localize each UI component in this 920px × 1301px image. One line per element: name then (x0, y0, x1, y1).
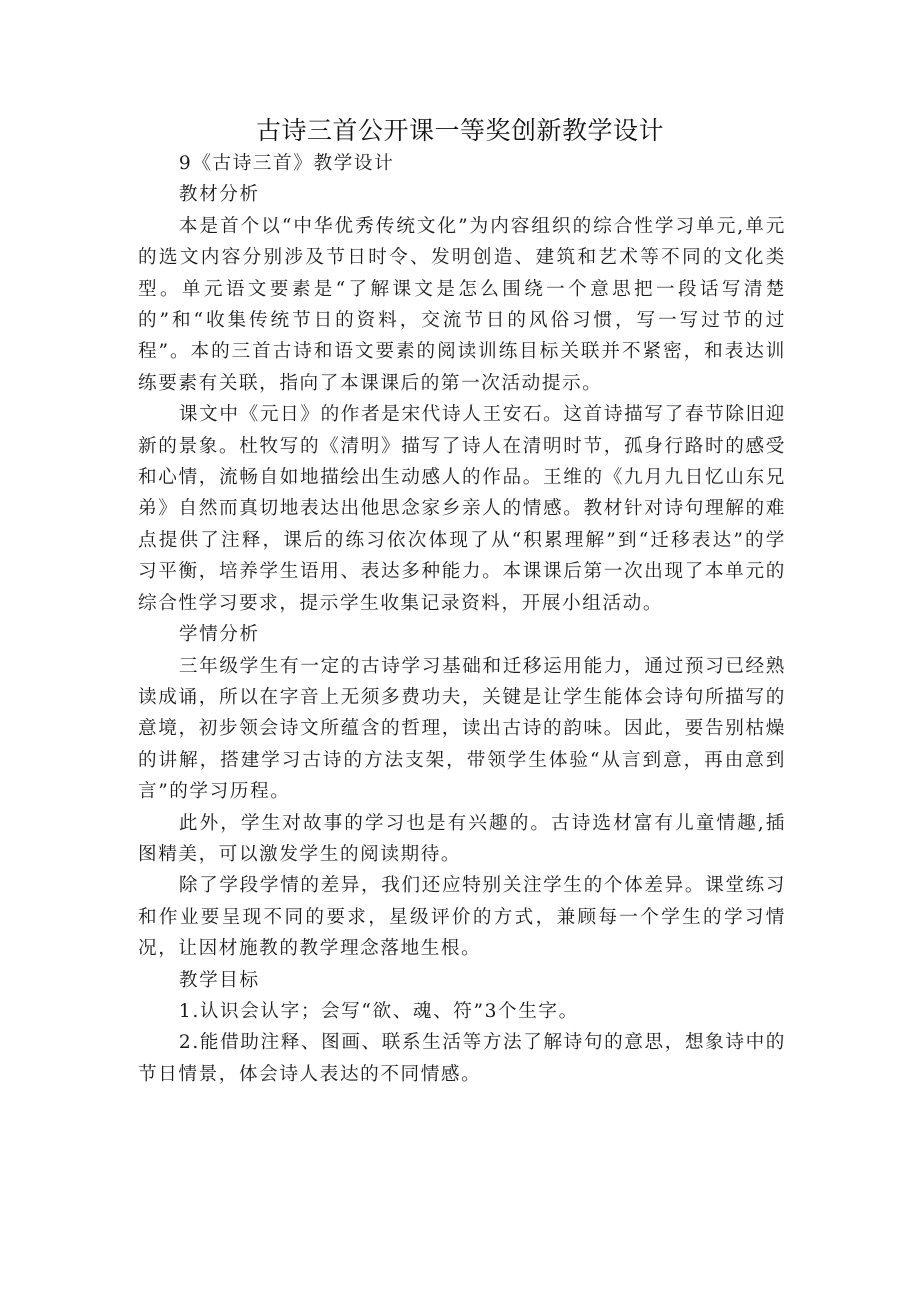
lesson-heading: 9《古诗三首》教学设计 (178, 153, 395, 174)
document-title: 古诗三首公开课一等奖创新教学设计 (255, 116, 664, 145)
section-heading-student-analysis: 学情分析 (178, 624, 260, 646)
goal-item-2: 2.能借助注释、图画、联系生活等方法了解诗句的意思，想象诗中的节日情景，体会诗人表达的不同情感。 (138, 1032, 786, 1085)
paragraph-poems-overview: 课文中《元日》的作者是宋代诗人王安石。这首诗描写了春节除旧迎新的景象。杜牧写的《清明》描写了诗人在清明时节，孤身行路时的感受和心情，流畅自如地描绘出生动感人的作品。王维的《九月九日忆山东兄弟》自然而真切地表达出他思念家乡亲人的情感。教材针对诗句理解的难点提供了注释，课后的练习依次体现了从“积累理解”到“迁移表达”的学习平衡，培养学生语用、表达多种能力。本课课后第一次出现了本单元的综合性学习要求，提示学生收集记录资料，开展小组活动。 (138, 404, 786, 614)
document-body (138, 148, 786, 1090)
paragraph-individual-differences: 除了学段学情的差异，我们还应特别关注学生的个体差异。课堂练习和作业要呈现不同的要求，星级评价的方式，兼顾每一个学生的学习情况，让因材施教的教学理念落地生根。 (138, 875, 786, 960)
paragraph-student-interest: 此外，学生对故事的学习也是有兴趣的。古诗选材富有儿童情趣,插图精美，可以激发学生的阅读期待。 (138, 812, 786, 865)
section-heading-teaching-goals: 教学目标 (178, 969, 260, 991)
section-heading-textbook-analysis: 教材分析 (178, 184, 260, 206)
paragraph-student-foundation: 三年级学生有一定的古诗学习基础和迁移运用能力，通过预习已经熟读成诵，所以在字音上无须多费功夫，关键是让学生能体会诗句所描写的意境，初步领会诗文所蕴含的哲理，读出古诗的韵味。因此，要告别枯燥的讲解，搭建学习古诗的方法支架，带领学生体验“从言到意，再由意到言”的学习历程。 (138, 655, 786, 803)
paragraph-unit-overview: 本是首个以“中华优秀传统文化”为内容组织的综合性学习单元,单元的选文内容分别涉及节日时令、发明创造、建筑和艺术等不同的文化类型。单元语文要素是“了解课文是怎么围绕一个意思把一段话写清楚的”和“收集传统节日的资料，交流节日的风俗习惯，写一写过节的过程”。本的三首古诗和语文要素的阅读训练目标关联并不紧密，和表达训练要素有关联，指向了本课课后的第一次活动提示。 (138, 215, 786, 394)
goal-item-1: 1.认识会认字；会写“欲、魂、符”3个生字。 (178, 1000, 579, 1022)
